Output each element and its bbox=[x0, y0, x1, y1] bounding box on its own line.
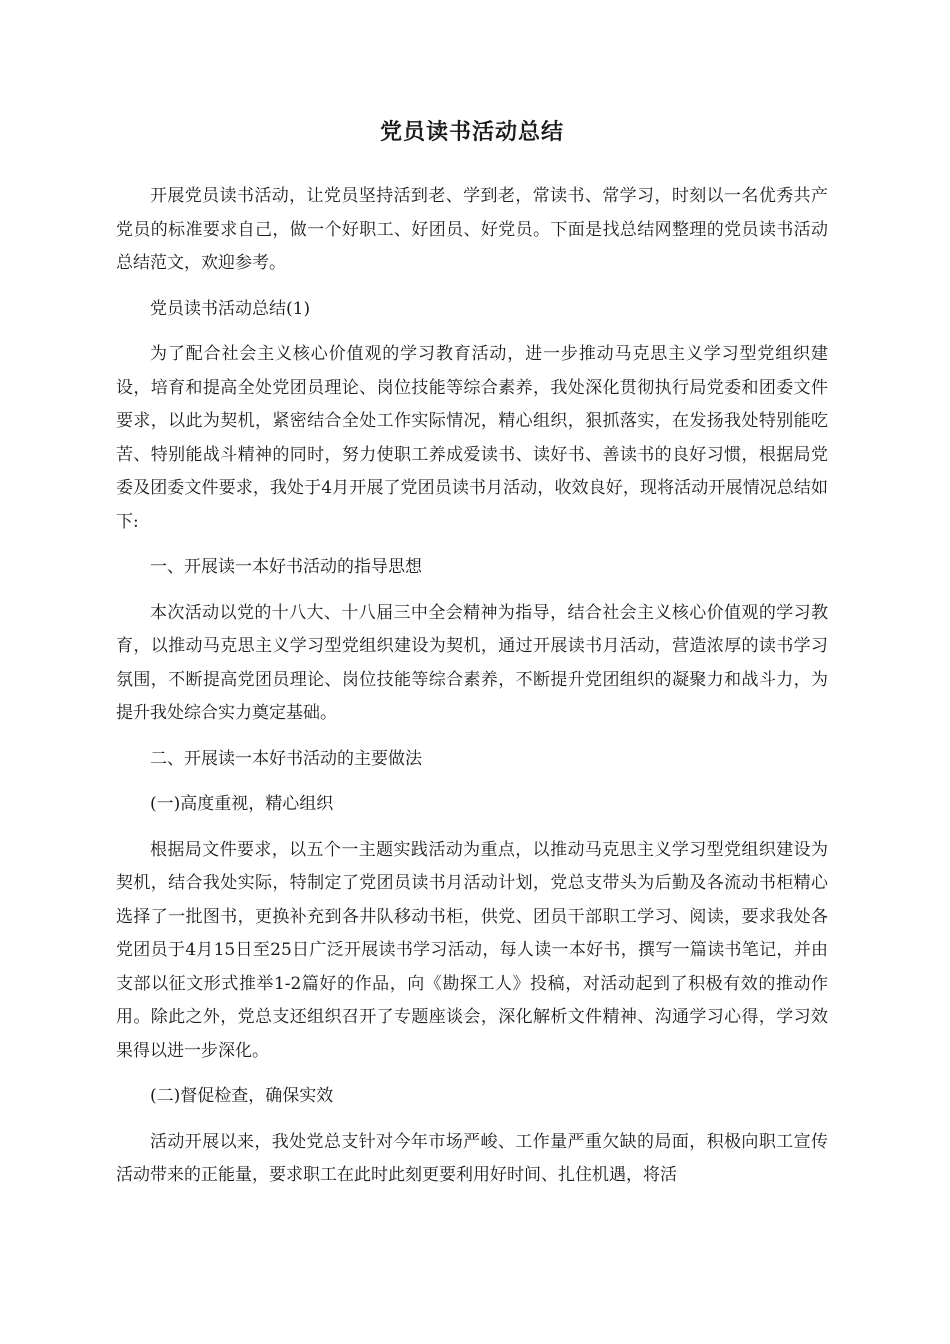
body-paragraph: 为了配合社会主义核心价值观的学习教育活动，进一步推动马克思主义学习型党组织建设，培育和提高全处党团员理论、岗位技能等综合素养，我处深化贯彻执行局党委和团委文件要求，以此为契机，紧密结合全处工作实际情况，精心组织，狠抓落实，在发扬我处特别能吃苦、特别能战斗精神的同时，努力使职工养成爱读书、读好书、善读书的良好习惯，根据局党委及团委文件要求，我处于4月开展了党团员读书月活动，收效良好，现将活动开展情况总结如下: bbox=[116, 344, 828, 532]
body-paragraph: 活动开展以来，我处党总支针对今年市场严峻、工作量严重欠缺的局面，积极向职工宣传活动带来的正能量，要求职工在此时此刻更要利用好时间、扎住机遇，将活 bbox=[116, 1131, 828, 1185]
section-heading-summary-1: 党员读书活动总结(1) bbox=[150, 298, 311, 319]
section-heading-guiding-thought: 一、开展读一本好书活动的指导思想 bbox=[150, 557, 422, 577]
subsection-heading-inspection: (二)督促检查，确保实效 bbox=[150, 1086, 334, 1106]
body-paragraph: 根据局文件要求，以五个一主题实践活动为重点，以推动马克思主义学习型党组织建设为契机，结合我处实际，特制定了党团员读书月活动计划，党总支带头为后勤及各流动书柜精心选择了一批图书，更换补充到各井队移动书柜，供党、团员干部职工学习、阅读，要求我处各党团员于4月15日至25日广泛开展读书学习活动，每人读一本好书，撰写一篇读书笔记，并由支部以征文形式推举1-2篇好的作品，向《勘探工人》投稿，对活动起到了积极有效的推动作用。除此之外，党总支还组织召开了专题座谈会，深化解析文件精神、沟通学习心得，学习效果得以进一步深化。 bbox=[116, 839, 828, 1061]
intro-paragraph: 开展党员读书活动，让党员坚持活到老、学到老，常读书、常学习，时刻以一名优秀共产党员的标准要求自己，做一个好职工、好团员、好党员。下面是找总结网整理的党员读书活动总结范文，欢迎参考。 bbox=[116, 186, 828, 273]
subsection-heading-organization: (一)高度重视，精心组织 bbox=[150, 794, 334, 814]
section-heading-main-practices: 二、开展读一本好书活动的主要做法 bbox=[150, 748, 422, 769]
body-paragraph: 本次活动以党的十八大、十八届三中全会精神为指导，结合社会主义核心价值观的学习教育，以推动马克思主义学习型党组织建设为契机，通过开展读书月活动，营造浓厚的读书学习氛围，不断提高党团员理论、岗位技能等综合素养，不断提升党团组织的凝聚力和战斗力，为提升我处综合实力奠定基础。 bbox=[116, 602, 828, 723]
document-title: 党员读书活动总结 bbox=[379, 119, 564, 145]
document-page bbox=[116, 112, 828, 1205]
